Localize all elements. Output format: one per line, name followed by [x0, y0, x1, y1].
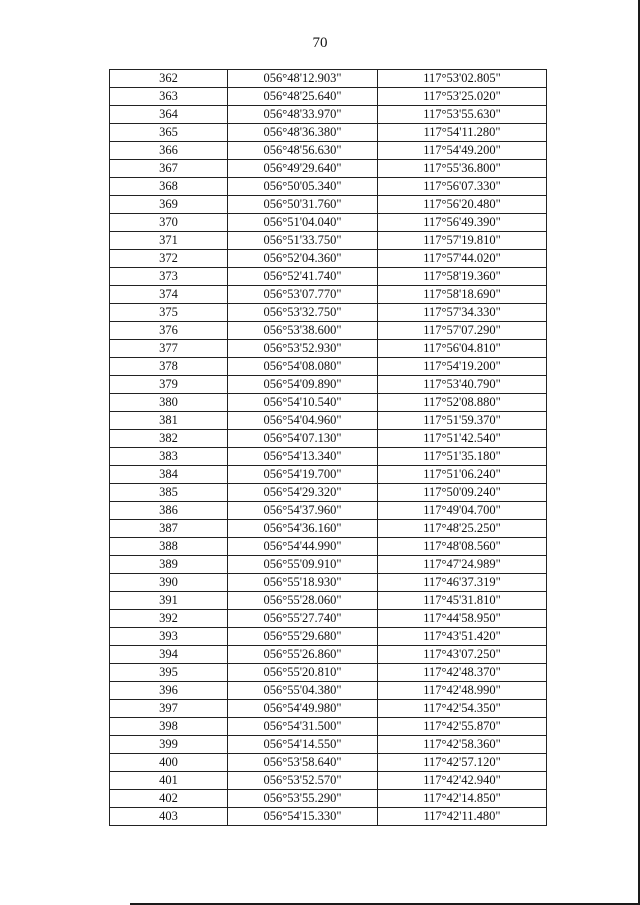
- point-number-cell: 387: [110, 520, 228, 538]
- table-row: [110, 214, 547, 232]
- latitude-cell: 056°55'29.680": [228, 628, 378, 646]
- latitude-cell: 056°48'12.903": [228, 70, 378, 88]
- point-number-cell: 376: [110, 322, 228, 340]
- point-number-cell: 396: [110, 682, 228, 700]
- table-row: [110, 322, 547, 340]
- table-row: [110, 628, 547, 646]
- latitude-cell: 056°55'04.380": [228, 682, 378, 700]
- table-row: [110, 88, 547, 106]
- table-row: [110, 520, 547, 538]
- longitude-cell: 117°57'19.810": [378, 232, 547, 250]
- page-number: 70: [312, 35, 328, 51]
- point-number-cell: 370: [110, 214, 228, 232]
- longitude-cell: 117°57'34.330": [378, 304, 547, 322]
- table-row: [110, 718, 547, 736]
- latitude-cell: 056°48'25.640": [228, 88, 378, 106]
- longitude-cell: 117°49'04.700": [378, 502, 547, 520]
- table-row: [110, 646, 547, 664]
- longitude-cell: 117°54'11.280": [378, 124, 547, 142]
- point-number-cell: 363: [110, 88, 228, 106]
- latitude-cell: 056°54'15.330": [228, 808, 378, 826]
- latitude-cell: 056°55'20.810": [228, 664, 378, 682]
- longitude-cell: 117°51'06.240": [378, 466, 547, 484]
- table-row: [110, 610, 547, 628]
- table-row: [110, 754, 547, 772]
- longitude-cell: 117°53'25.020": [378, 88, 547, 106]
- latitude-cell: 056°54'19.700": [228, 466, 378, 484]
- point-number-cell: 384: [110, 466, 228, 484]
- longitude-cell: 117°53'55.630": [378, 106, 547, 124]
- point-number-cell: 367: [110, 160, 228, 178]
- latitude-cell: 056°50'05.340": [228, 178, 378, 196]
- longitude-cell: 117°42'11.480": [378, 808, 547, 826]
- table-row: [110, 592, 547, 610]
- point-number-cell: 391: [110, 592, 228, 610]
- latitude-cell: 056°54'31.500": [228, 718, 378, 736]
- latitude-cell: 056°53'58.640": [228, 754, 378, 772]
- point-number-cell: 364: [110, 106, 228, 124]
- point-number-cell: 393: [110, 628, 228, 646]
- latitude-cell: 056°54'36.160": [228, 520, 378, 538]
- table-row: [110, 232, 547, 250]
- point-number-cell: 398: [110, 718, 228, 736]
- point-number-cell: 365: [110, 124, 228, 142]
- latitude-cell: 056°55'18.930": [228, 574, 378, 592]
- longitude-cell: 117°58'19.360": [378, 268, 547, 286]
- latitude-cell: 056°52'04.360": [228, 250, 378, 268]
- point-number-cell: 385: [110, 484, 228, 502]
- point-number-cell: 390: [110, 574, 228, 592]
- table-row: [110, 70, 547, 88]
- latitude-cell: 056°54'09.890": [228, 376, 378, 394]
- longitude-cell: 117°47'24.989": [378, 556, 547, 574]
- longitude-cell: 117°53'02.805": [378, 70, 547, 88]
- latitude-cell: 056°54'08.080": [228, 358, 378, 376]
- table-row: [110, 268, 547, 286]
- table-row: [110, 556, 547, 574]
- latitude-cell: 056°50'31.760": [228, 196, 378, 214]
- table-row: [110, 304, 547, 322]
- longitude-cell: 117°45'31.810": [378, 592, 547, 610]
- longitude-cell: 117°55'36.800": [378, 160, 547, 178]
- longitude-cell: 117°54'49.200": [378, 142, 547, 160]
- table-row: [110, 106, 547, 124]
- point-number-cell: 379: [110, 376, 228, 394]
- point-number-cell: 378: [110, 358, 228, 376]
- latitude-cell: 056°54'13.340": [228, 448, 378, 466]
- latitude-cell: 056°48'56.630": [228, 142, 378, 160]
- table-row: [110, 286, 547, 304]
- latitude-cell: 056°55'26.860": [228, 646, 378, 664]
- longitude-cell: 117°42'54.350": [378, 700, 547, 718]
- point-number-cell: 402: [110, 790, 228, 808]
- latitude-cell: 056°54'37.960": [228, 502, 378, 520]
- table-row: [110, 808, 547, 826]
- point-number-cell: 400: [110, 754, 228, 772]
- latitude-cell: 056°52'41.740": [228, 268, 378, 286]
- point-number-cell: 403: [110, 808, 228, 826]
- longitude-cell: 117°54'19.200": [378, 358, 547, 376]
- longitude-cell: 117°42'55.870": [378, 718, 547, 736]
- latitude-cell: 056°53'52.570": [228, 772, 378, 790]
- point-number-cell: 383: [110, 448, 228, 466]
- point-number-cell: 373: [110, 268, 228, 286]
- table-row: [110, 124, 547, 142]
- point-number-cell: 397: [110, 700, 228, 718]
- longitude-cell: 117°56'07.330": [378, 178, 547, 196]
- longitude-cell: 117°48'25.250": [378, 520, 547, 538]
- longitude-cell: 117°50'09.240": [378, 484, 547, 502]
- table-row: [110, 538, 547, 556]
- point-number-cell: 366: [110, 142, 228, 160]
- longitude-cell: 117°53'40.790": [378, 376, 547, 394]
- table-row: [110, 574, 547, 592]
- point-number-cell: 371: [110, 232, 228, 250]
- longitude-cell: 117°46'37.319": [378, 574, 547, 592]
- longitude-cell: 117°42'58.360": [378, 736, 547, 754]
- table-row: [110, 196, 547, 214]
- longitude-cell: 117°57'44.020": [378, 250, 547, 268]
- point-number-cell: 399: [110, 736, 228, 754]
- table-row: [110, 412, 547, 430]
- longitude-cell: 117°56'20.480": [378, 196, 547, 214]
- point-number-cell: 369: [110, 196, 228, 214]
- point-number-cell: 395: [110, 664, 228, 682]
- longitude-cell: 117°56'04.810": [378, 340, 547, 358]
- table-row: [110, 736, 547, 754]
- longitude-cell: 117°42'48.990": [378, 682, 547, 700]
- table-row: [110, 484, 547, 502]
- latitude-cell: 056°54'14.550": [228, 736, 378, 754]
- longitude-cell: 117°43'07.250": [378, 646, 547, 664]
- latitude-cell: 056°48'36.380": [228, 124, 378, 142]
- table-row: [110, 502, 547, 520]
- table-row: [110, 160, 547, 178]
- table-row: [110, 376, 547, 394]
- latitude-cell: 056°54'29.320": [228, 484, 378, 502]
- table-row: [110, 178, 547, 196]
- table-row: [110, 772, 547, 790]
- point-number-cell: 386: [110, 502, 228, 520]
- point-number-cell: 362: [110, 70, 228, 88]
- longitude-cell: 117°42'57.120": [378, 754, 547, 772]
- longitude-cell: 117°52'08.880": [378, 394, 547, 412]
- table-row: [110, 250, 547, 268]
- latitude-cell: 056°48'33.970": [228, 106, 378, 124]
- point-number-cell: 381: [110, 412, 228, 430]
- latitude-cell: 056°53'38.600": [228, 322, 378, 340]
- latitude-cell: 056°54'44.990": [228, 538, 378, 556]
- table-row: [110, 430, 547, 448]
- latitude-cell: 056°54'49.980": [228, 700, 378, 718]
- coordinates-table-body: [110, 70, 547, 826]
- longitude-cell: 117°48'08.560": [378, 538, 547, 556]
- table-row: [110, 682, 547, 700]
- point-number-cell: 375: [110, 304, 228, 322]
- latitude-cell: 056°53'55.290": [228, 790, 378, 808]
- latitude-cell: 056°55'28.060": [228, 592, 378, 610]
- longitude-cell: 117°42'42.940": [378, 772, 547, 790]
- latitude-cell: 056°53'32.750": [228, 304, 378, 322]
- point-number-cell: 394: [110, 646, 228, 664]
- latitude-cell: 056°49'29.640": [228, 160, 378, 178]
- point-number-cell: 401: [110, 772, 228, 790]
- point-number-cell: 392: [110, 610, 228, 628]
- longitude-cell: 117°51'59.370": [378, 412, 547, 430]
- table-row: [110, 394, 547, 412]
- latitude-cell: 056°51'04.040": [228, 214, 378, 232]
- latitude-cell: 056°51'33.750": [228, 232, 378, 250]
- longitude-cell: 117°42'14.850": [378, 790, 547, 808]
- latitude-cell: 056°54'10.540": [228, 394, 378, 412]
- longitude-cell: 117°57'07.290": [378, 322, 547, 340]
- longitude-cell: 117°42'48.370": [378, 664, 547, 682]
- latitude-cell: 056°53'07.770": [228, 286, 378, 304]
- longitude-cell: 117°56'49.390": [378, 214, 547, 232]
- table-row: [110, 700, 547, 718]
- point-number-cell: 389: [110, 556, 228, 574]
- table-row: [110, 358, 547, 376]
- longitude-cell: 117°51'35.180": [378, 448, 547, 466]
- coordinates-table: [109, 69, 547, 826]
- longitude-cell: 117°43'51.420": [378, 628, 547, 646]
- latitude-cell: 056°54'04.960": [228, 412, 378, 430]
- point-number-cell: 374: [110, 286, 228, 304]
- longitude-cell: 117°58'18.690": [378, 286, 547, 304]
- latitude-cell: 056°53'52.930": [228, 340, 378, 358]
- point-number-cell: 377: [110, 340, 228, 358]
- table-row: [110, 664, 547, 682]
- latitude-cell: 056°54'07.130": [228, 430, 378, 448]
- longitude-cell: 117°44'58.950": [378, 610, 547, 628]
- point-number-cell: 380: [110, 394, 228, 412]
- point-number-cell: 388: [110, 538, 228, 556]
- table-row: [110, 340, 547, 358]
- table-row: [110, 448, 547, 466]
- table-row: [110, 790, 547, 808]
- point-number-cell: 368: [110, 178, 228, 196]
- table-row: [110, 142, 547, 160]
- table-row: [110, 466, 547, 484]
- latitude-cell: 056°55'27.740": [228, 610, 378, 628]
- latitude-cell: 056°55'09.910": [228, 556, 378, 574]
- point-number-cell: 372: [110, 250, 228, 268]
- longitude-cell: 117°51'42.540": [378, 430, 547, 448]
- point-number-cell: 382: [110, 430, 228, 448]
